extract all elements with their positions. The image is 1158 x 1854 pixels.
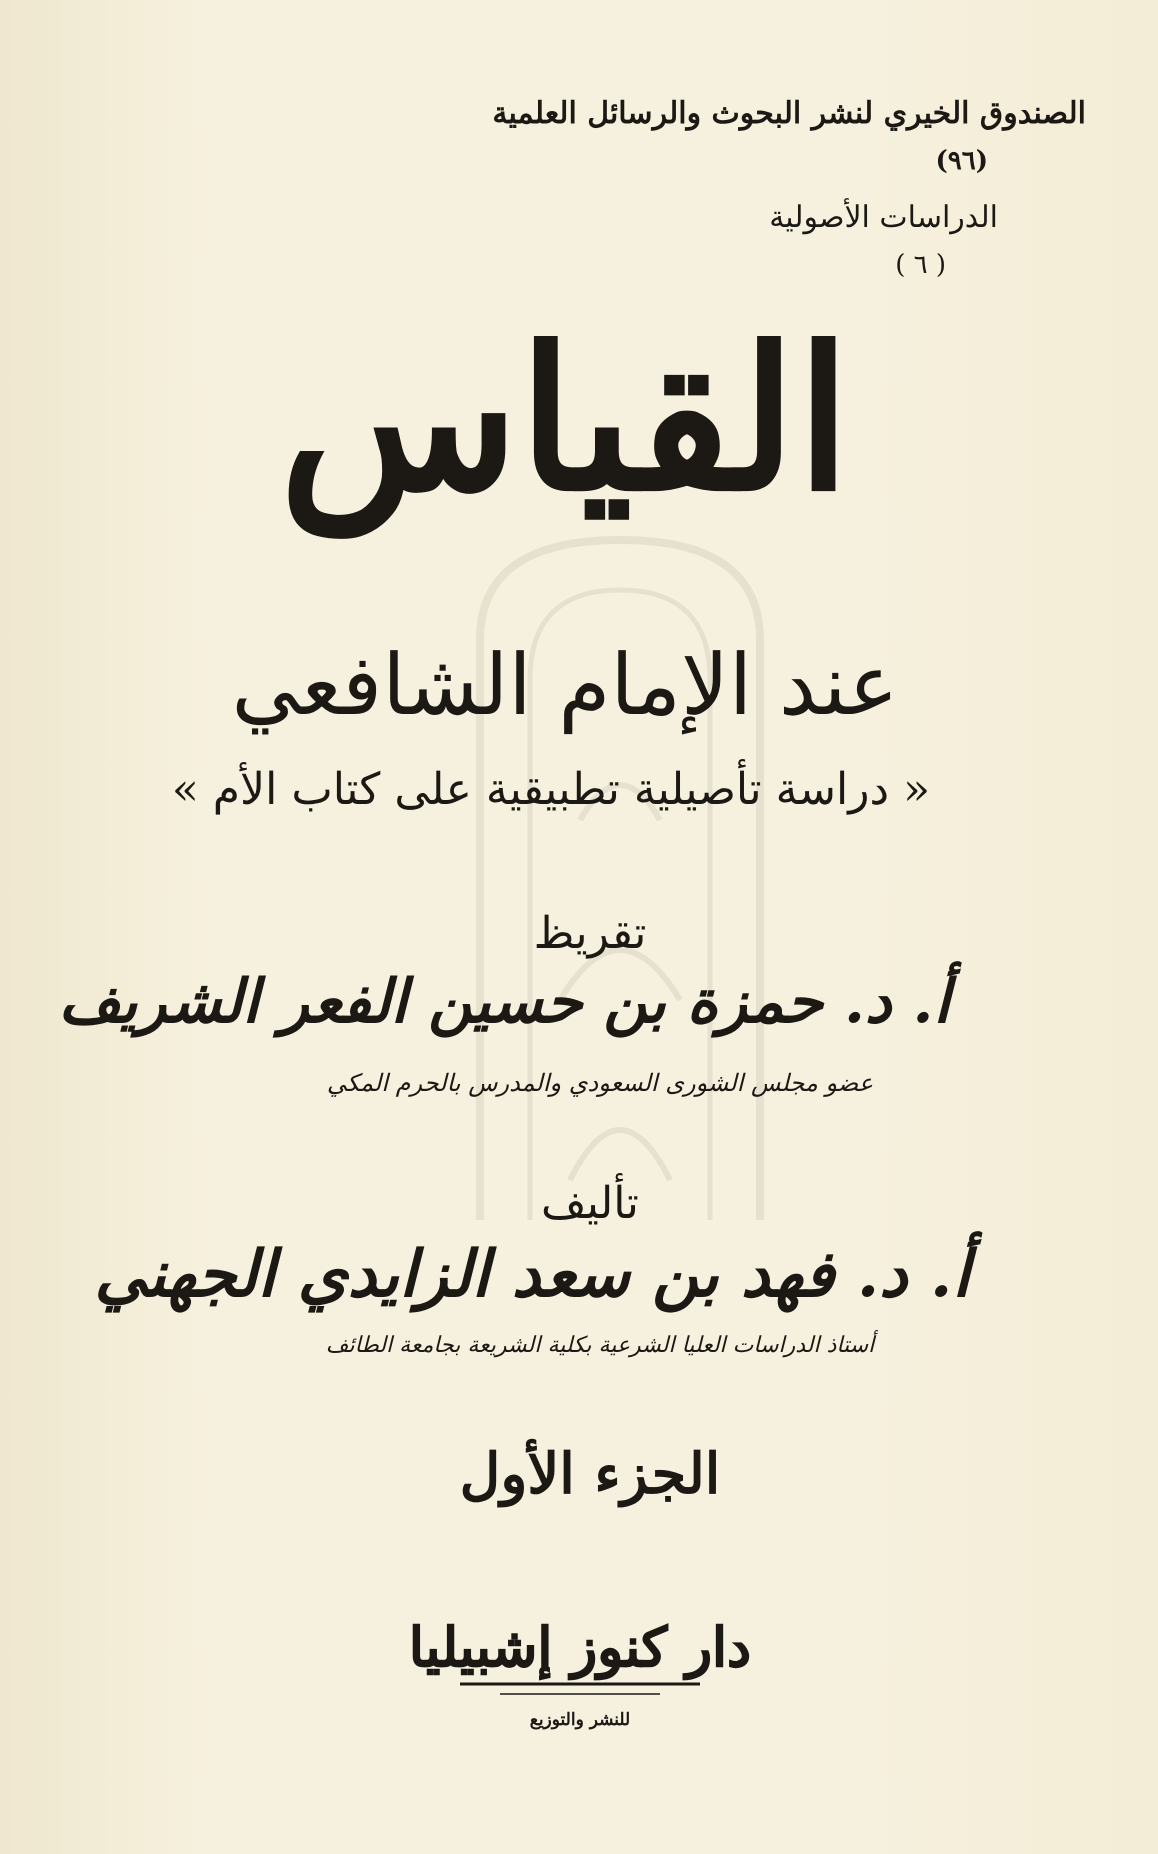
book-subtitle: عند الإمام الشافعي <box>231 636 899 734</box>
publisher-name: دار كنوز إشبيليا <box>408 1615 752 1679</box>
author-name: أ. د. فهد بن سعد الزايدي الجهني <box>94 1237 970 1312</box>
author-role: أستاذ الدراسات العليا الشرعية بكلية الشريعة بجامعة الطائف <box>325 1333 875 1358</box>
publisher-subtitle: للنشر والتوزيع <box>529 1710 631 1730</box>
series-number: (٩٦) <box>935 146 988 176</box>
foreword-label: تقريظ <box>533 908 647 959</box>
author-label: تأليف <box>541 1178 639 1229</box>
calligraphy-watermark <box>440 520 800 1240</box>
book-title: القياس <box>279 305 851 535</box>
subseries-name: الدراسات الأصولية <box>769 200 998 235</box>
subseries-number: ( ٦ ) <box>895 250 946 280</box>
book-description: « دراسة تأصيلية تطبيقية على كتاب الأم » <box>171 764 930 815</box>
series-name: الصندوق الخيري لنشر البحوث والرسائل العلمية <box>492 96 1086 131</box>
foreword-role: عضو مجلس الشورى السعودي والمدرس بالحرم المكي <box>326 1069 874 1097</box>
volume-label: الجزء الأول <box>459 1441 721 1507</box>
foreword-name: أ. د. حمزة بن حسين الفعر الشريف <box>58 967 950 1037</box>
publisher-logo <box>408 1588 752 1704</box>
